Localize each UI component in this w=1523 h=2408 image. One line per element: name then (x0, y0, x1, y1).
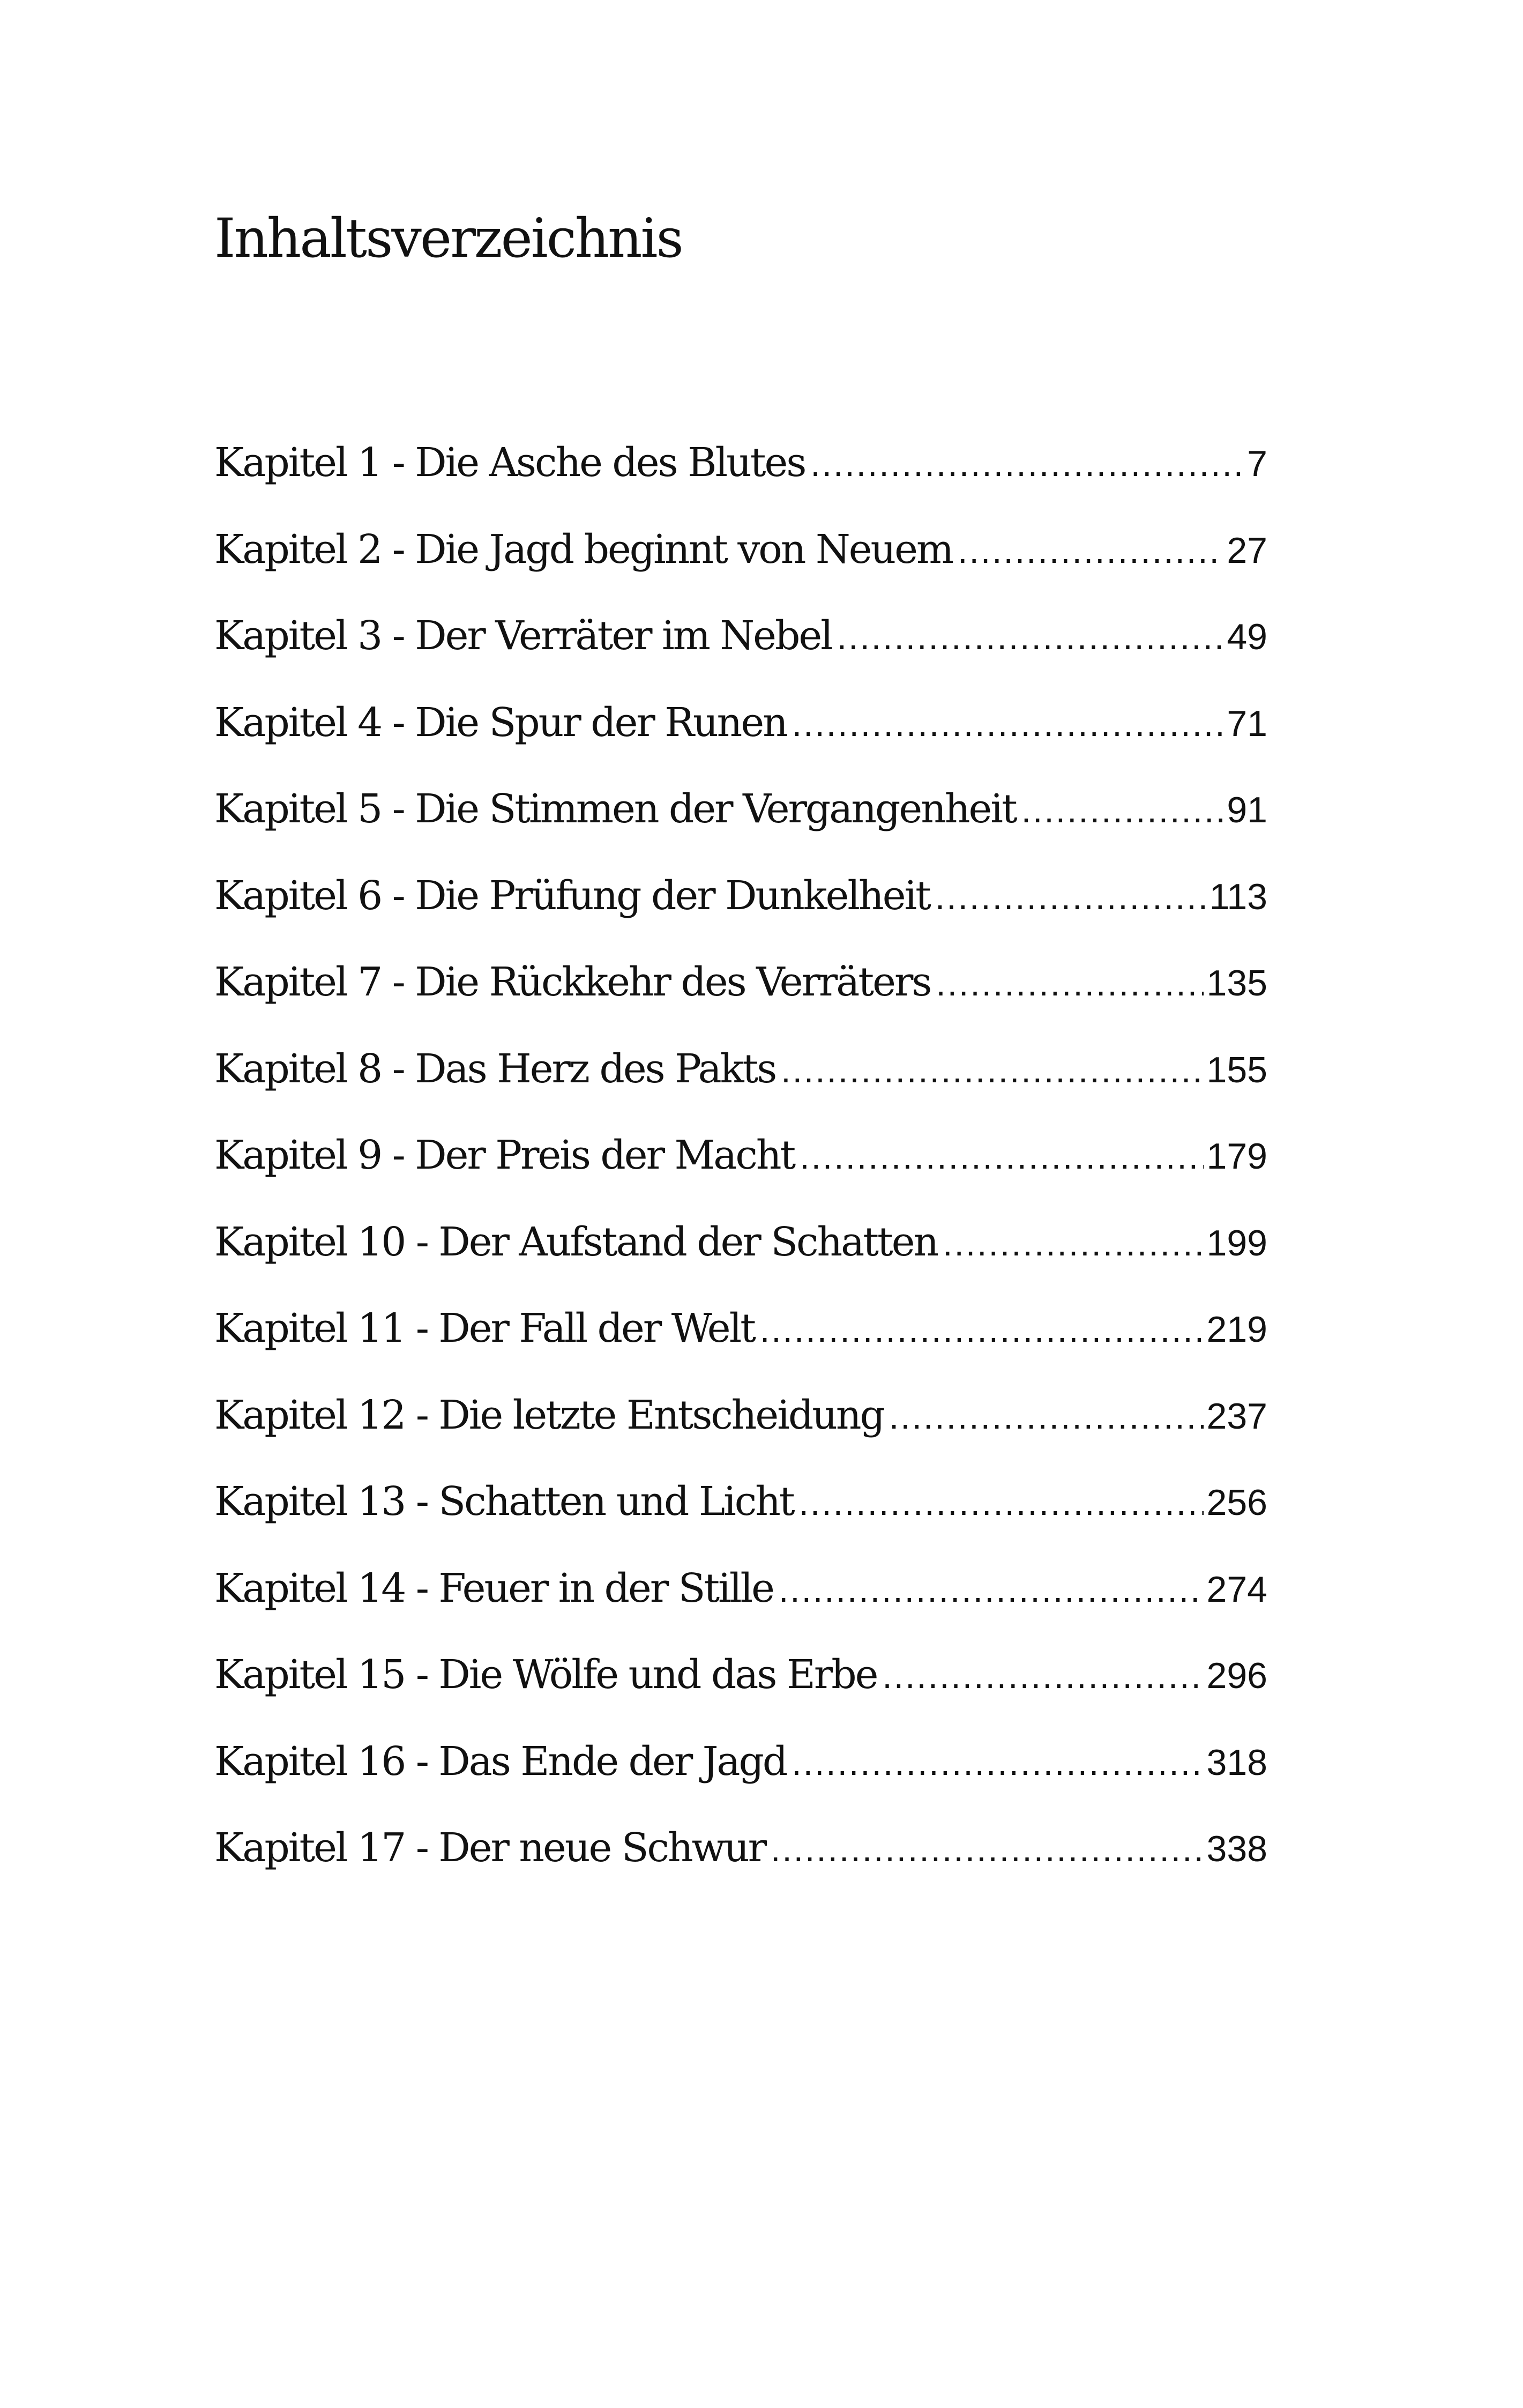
toc-entry-leader (958, 530, 1223, 571)
toc-entry[interactable] (214, 1825, 1267, 1912)
toc-entry-label: Kapitel 15 - Die Wölfe und das Erbe (214, 1652, 877, 1698)
toc-entry-page-number: 338 (1206, 1829, 1267, 1869)
toc-entry-label: Kapitel 10 - Der Aufstand der Schatten (214, 1218, 938, 1265)
toc-entry-page-number: 219 (1206, 1309, 1267, 1350)
toc-entry-page-number: 155 (1206, 1049, 1267, 1090)
toc-entry-leader (943, 1223, 1203, 1264)
toc-entry-leader (799, 1482, 1204, 1523)
toc-entry-page-number: 71 (1227, 703, 1267, 744)
toc-entry[interactable] (214, 700, 1267, 786)
toc-entry-leader (1021, 790, 1224, 830)
toc-entry-leader (771, 1829, 1204, 1869)
toc-entry-leader (889, 1396, 1204, 1437)
toc-entry[interactable] (214, 1652, 1267, 1738)
toc-entry-page-number: 27 (1227, 530, 1267, 571)
toc-entry-leader (837, 616, 1224, 657)
toc-entry-page-number: 274 (1206, 1569, 1267, 1610)
toc-entry-label: Kapitel 3 - Der Verräter im Nebel (214, 613, 832, 659)
toc-list (214, 440, 1267, 1912)
toc-entry-leader (810, 443, 1244, 484)
toc-entry-leader (882, 1655, 1203, 1696)
toc-entry-label: Kapitel 1 - Die Asche des Blutes (214, 440, 805, 486)
toc-entry-page-number: 256 (1206, 1482, 1267, 1523)
toc-entry-page-number: 49 (1227, 616, 1267, 657)
toc-entry-label: Kapitel 8 - Das Herz des Pakts (214, 1045, 776, 1092)
toc-entry-page-number: 199 (1206, 1222, 1267, 1264)
toc-entry-leader (792, 1742, 1203, 1783)
toc-entry[interactable] (214, 1132, 1267, 1219)
toc-entry[interactable] (214, 613, 1267, 700)
toc-entry-label: Kapitel 7 - Die Rückkehr des Verräters (214, 959, 931, 1005)
toc-entry[interactable] (214, 959, 1267, 1046)
toc-entry-page-number: 296 (1206, 1655, 1267, 1696)
toc-entry-label: Kapitel 4 - Die Spur der Runen (214, 699, 787, 746)
toc-entry[interactable] (214, 1478, 1267, 1565)
toc-entry-leader (781, 1050, 1203, 1090)
toc-entry-page-number: 91 (1227, 790, 1267, 830)
toc-entry-page-number: 318 (1206, 1742, 1267, 1783)
toc-entry[interactable] (214, 1392, 1267, 1479)
toc-entry-label: Kapitel 17 - Der neue Schwur (214, 1825, 765, 1871)
toc-entry-leader (779, 1569, 1204, 1610)
toc-entry-label: Kapitel 2 - Die Jagd beginnt von Neuem (214, 526, 953, 573)
toc-entry-leader (800, 1136, 1203, 1177)
toc-entry[interactable] (214, 440, 1267, 526)
toc-entry-label: Kapitel 6 - Die Prüfung der Dunkelheit (214, 872, 930, 919)
toc-entry-label: Kapitel 9 - Der Preis der Macht (214, 1132, 795, 1178)
toc-entry-page-number: 7 (1247, 443, 1267, 484)
toc-entry-leader (760, 1309, 1204, 1350)
toc-entry-page-number: 179 (1206, 1136, 1267, 1177)
toc-entry[interactable] (214, 1738, 1267, 1825)
toc-entry-label: Kapitel 12 - Die letzte Entscheidung (214, 1392, 884, 1438)
toc-entry[interactable] (214, 1305, 1267, 1392)
toc-entry-label: Kapitel 16 - Das Ende der Jagd (214, 1738, 787, 1785)
toc-entry-label: Kapitel 13 - Schatten und Licht (214, 1478, 794, 1525)
toc-entry[interactable] (214, 1565, 1267, 1652)
toc-entry-label: Kapitel 5 - Die Stimmen der Vergangenheit (214, 786, 1016, 832)
toc-entry[interactable] (214, 873, 1267, 960)
toc-entry[interactable] (214, 1046, 1267, 1133)
toc-entry-leader (792, 703, 1224, 744)
toc-entry-label: Kapitel 14 - Feuer in der Stille (214, 1565, 773, 1611)
toc-entry-page-number: 135 (1206, 963, 1267, 1004)
toc-title: Inhaltsverzeichnis (214, 207, 682, 270)
toc-entry-page-number: 113 (1209, 876, 1267, 917)
toc-entry[interactable] (214, 526, 1267, 613)
toc-entry-leader (936, 963, 1203, 1004)
toc-entry-label: Kapitel 11 - Der Fall der Welt (214, 1305, 755, 1351)
toc-entry[interactable] (214, 1219, 1267, 1306)
toc-entry-leader (935, 876, 1206, 917)
toc-entry[interactable] (214, 786, 1267, 873)
toc-entry-page-number: 237 (1206, 1395, 1267, 1437)
